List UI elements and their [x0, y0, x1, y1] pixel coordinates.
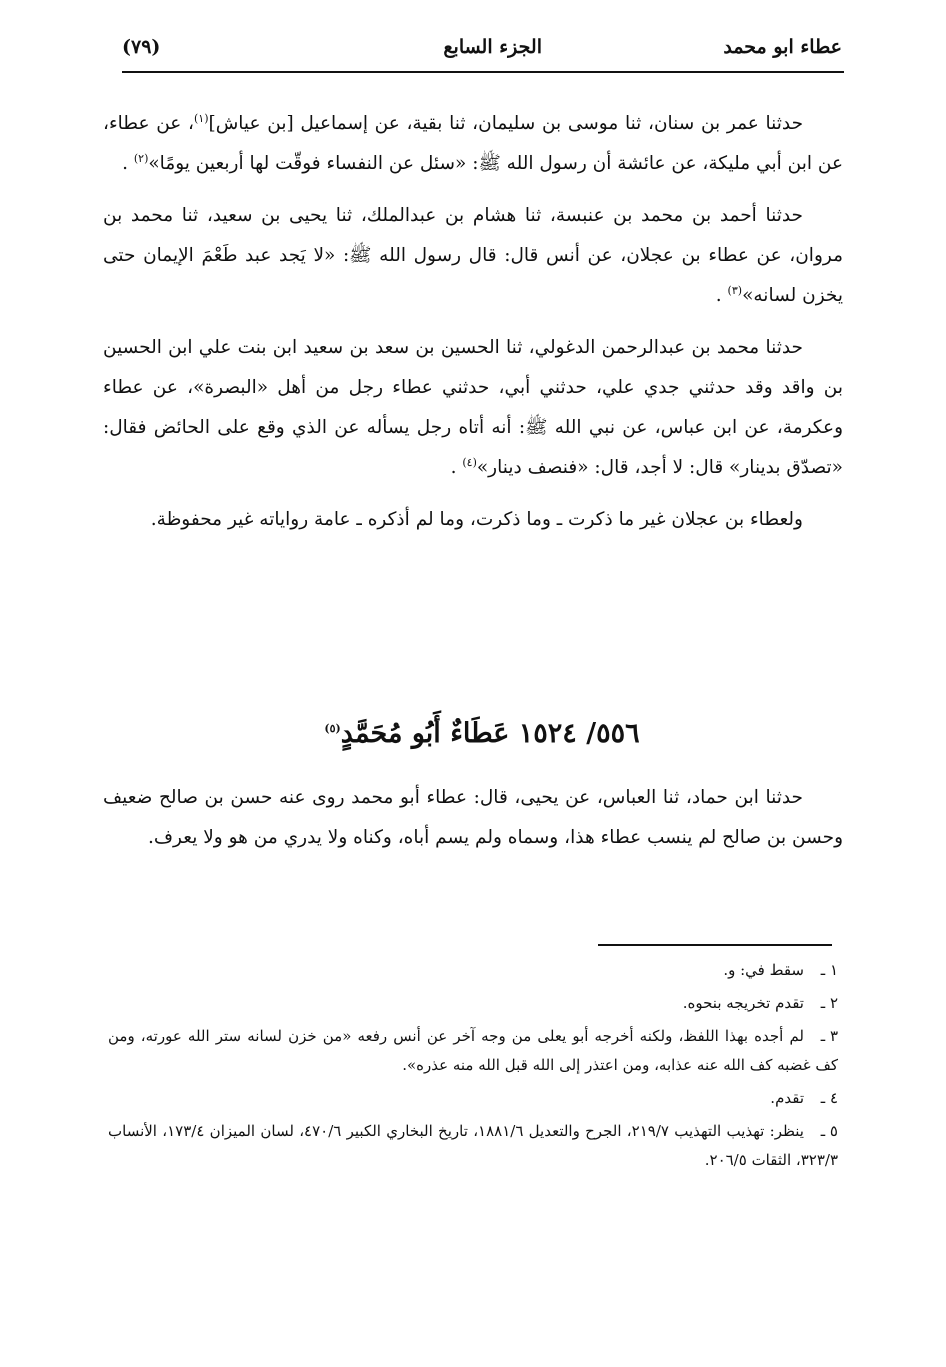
- footnote-mark-3: (٣): [727, 283, 743, 297]
- entry-heading: [122, 718, 842, 749]
- header-author-name: عطاء ابو محمد: [723, 36, 842, 58]
- footnote-2: ٢ ـتقدم تخريجه بنحوه.: [682, 994, 838, 1012]
- header-rule: [122, 71, 844, 73]
- footnotes: [108, 956, 838, 1179]
- footnote-4: ٤ ـتقدم.: [770, 1089, 838, 1107]
- entry-heading-text: ٥٥٦/ ١٥٢٤ عَطَاءٌ أَبُو مُحَمَّدٍ: [340, 718, 640, 749]
- paragraph-2: حدثنا أحمد بن محمد بن عنبسة، ثنا هشام بن عبدالملك، ثنا يحيى بن سعيد، ثنا محمد بن مروان، عن عطاء بن عجلان، عن أنس قال: قال رسول الله ﷺ: «لا يَجد عبد طَعْمَ الإيمان حتى يخزن لسانه»$^{(٣)}$ .: [103, 205, 843, 306]
- paragraph-1: حدثنا عمر بن سنان، ثنا موسى بن سليمان، ثنا بقية، عن إسماعيل [بن عياش]$^{(١)}$، عن عطاء، عن ابن أبي مليكة، عن عائشة أن رسول الله ﷺ: «سئل عن النفساء فوقّت لها أربعين يومًا»$^{(٢)}$ .: [103, 111, 843, 174]
- footnote-mark-4: (٤): [462, 455, 477, 469]
- footnote-mark-5: (٥): [324, 722, 341, 735]
- footnote-1: ١ ـسقط في: و.: [723, 961, 838, 979]
- header-volume: الجزء السابع: [443, 36, 542, 58]
- footnote-mark-2: (٢): [133, 151, 149, 165]
- paragraph-entry: حدثنا ابن حماد، ثنا العباس، عن يحيى، قال: عطاء أبو محمد روى عنه حسن بن صالح ضعيف وحسن بن صالح لم ينسب عطاء هذا، وسماه ولم يسم أباه، وكناه ولا يدري من هو ولا يعرف.: [103, 787, 843, 848]
- main-text-entry: [103, 778, 843, 870]
- footnote-separator: [598, 944, 832, 946]
- paragraph-4: ولعطاء بن عجلان غير ما ذكرت ـ وما ذكرت، وما لم أذكره ـ عامة رواياته غير محفوظة.: [150, 509, 803, 530]
- paragraph-3: حدثنا محمد بن عبدالرحمن الدغولي، ثنا الحسين بن سعد بن سعيد ابن بنت علي ابن الحسين بن واقد وقد حدثني جدي علي، حدثني أبي، حدثني عطاء رجل من أهل «البصرة»، عن عطاء وعكرمة، عن ابن عباس، عن نبي الله ﷺ: أنه أتاه رجل يسأله عن الذي وقع على الحائض فقال: «تصدّق بدينار» قال: لا أجد، قال: «فنصف دينار»$^{(٤)}$ .: [103, 337, 843, 478]
- footnote-mark-1: (١): [193, 111, 209, 125]
- footnote-5: ٥ ـينظر: تهذيب التهذيب ٢١٩/٧، الجرح والتعديل ١٨٨١/٦، تاريخ البخاري الكبير ٤٧٠/٦، لسان الميزان ١٧٣/٤، الأنساب ٣٢٣/٣، الثقات ٢٠٦/٥.: [108, 1122, 838, 1169]
- page-number: (٧٩): [122, 36, 161, 58]
- running-header: [122, 30, 842, 70]
- main-text-top: [103, 104, 843, 552]
- footnote-3: ٣ ـلم أجده بهذا اللفظ، ولكنه أخرجه أبو يعلى من وجه آخر عن أنس رفعه «من خزن لسانه ستر الله عورته، ومن كف غضبه كف الله عنه عذابه، ومن اعتذر إلى الله قبل الله منه عذره».: [108, 1027, 838, 1074]
